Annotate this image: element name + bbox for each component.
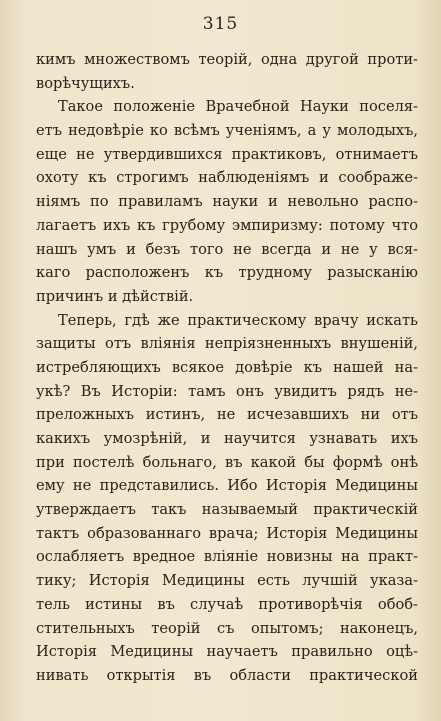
text-line: ніямъ по правиламъ науки и невольно распо-: [36, 193, 418, 211]
text-line: Теперь, гдѣ же практическому врачу искать: [58, 311, 418, 329]
text-line: причинъ и дѣйствій.: [36, 287, 194, 305]
text-line: стительныхъ теорій съ опытомъ; наконецъ,: [36, 619, 418, 637]
text-line: тику; Исторія Медицины есть лучшій указа-: [36, 572, 418, 590]
text-line: кимъ множествомъ теорій, одна другой проти-: [36, 51, 418, 68]
page-number: 315: [202, 14, 239, 34]
text-line: ему не представились. Ибо Исторія Медицины: [36, 477, 418, 495]
text-line: етъ недовѣріе ко всѣмъ ученіямъ, а у молодыхъ,: [36, 122, 418, 140]
body-text: [36, 48, 418, 688]
text-line: Такое положеніе Врачебной Науки поселя-: [58, 98, 418, 116]
text-line: еще не утвердившихся практиковъ, отнимаетъ: [36, 145, 418, 163]
text-line: Исторія Медицины научаетъ правильно оцѣ-: [36, 643, 418, 661]
text-line: тактъ образованнаго врача; Исторія Медицины: [36, 524, 418, 542]
text-line: ворѣчущихъ.: [36, 74, 135, 92]
text-line: утверждаетъ такъ называемый практическій: [36, 501, 418, 519]
text-line: лагаетъ ихъ къ грубому эмпиризму: потому что: [36, 216, 418, 234]
text-line: истребляющихъ всякое довѣріе къ нашей на-: [36, 358, 418, 376]
text-line: охоту къ строгимъ наблюденіямъ и соображе-: [36, 169, 418, 187]
text-line: тель истины въ случаѣ противорѣчія обоб-: [36, 595, 418, 613]
text-line: укѣ? Въ Исторіи: тамъ онъ увидитъ рядъ не-: [36, 382, 418, 400]
text-line: преложныхъ истинъ, не исчезавшихъ ни отъ: [36, 406, 418, 424]
text-line: защиты отъ вліянія непріязненныхъ внушеній,: [36, 335, 418, 353]
text-line: какихъ умозрѣній, и научится узнавать ихъ: [36, 430, 418, 447]
text-line: каго расположенъ къ трудному разысканію: [36, 264, 418, 282]
text-line: при постелѣ больнаго, въ какой бы формѣ онѣ: [36, 453, 418, 471]
text-line: ослабляетъ вредное вліяніе новизны на практ-: [36, 548, 418, 566]
text-line: нашъ умъ и безъ того не всегда и не у вся-: [36, 240, 418, 258]
text-line: нивать открытія въ области практической: [36, 666, 418, 684]
